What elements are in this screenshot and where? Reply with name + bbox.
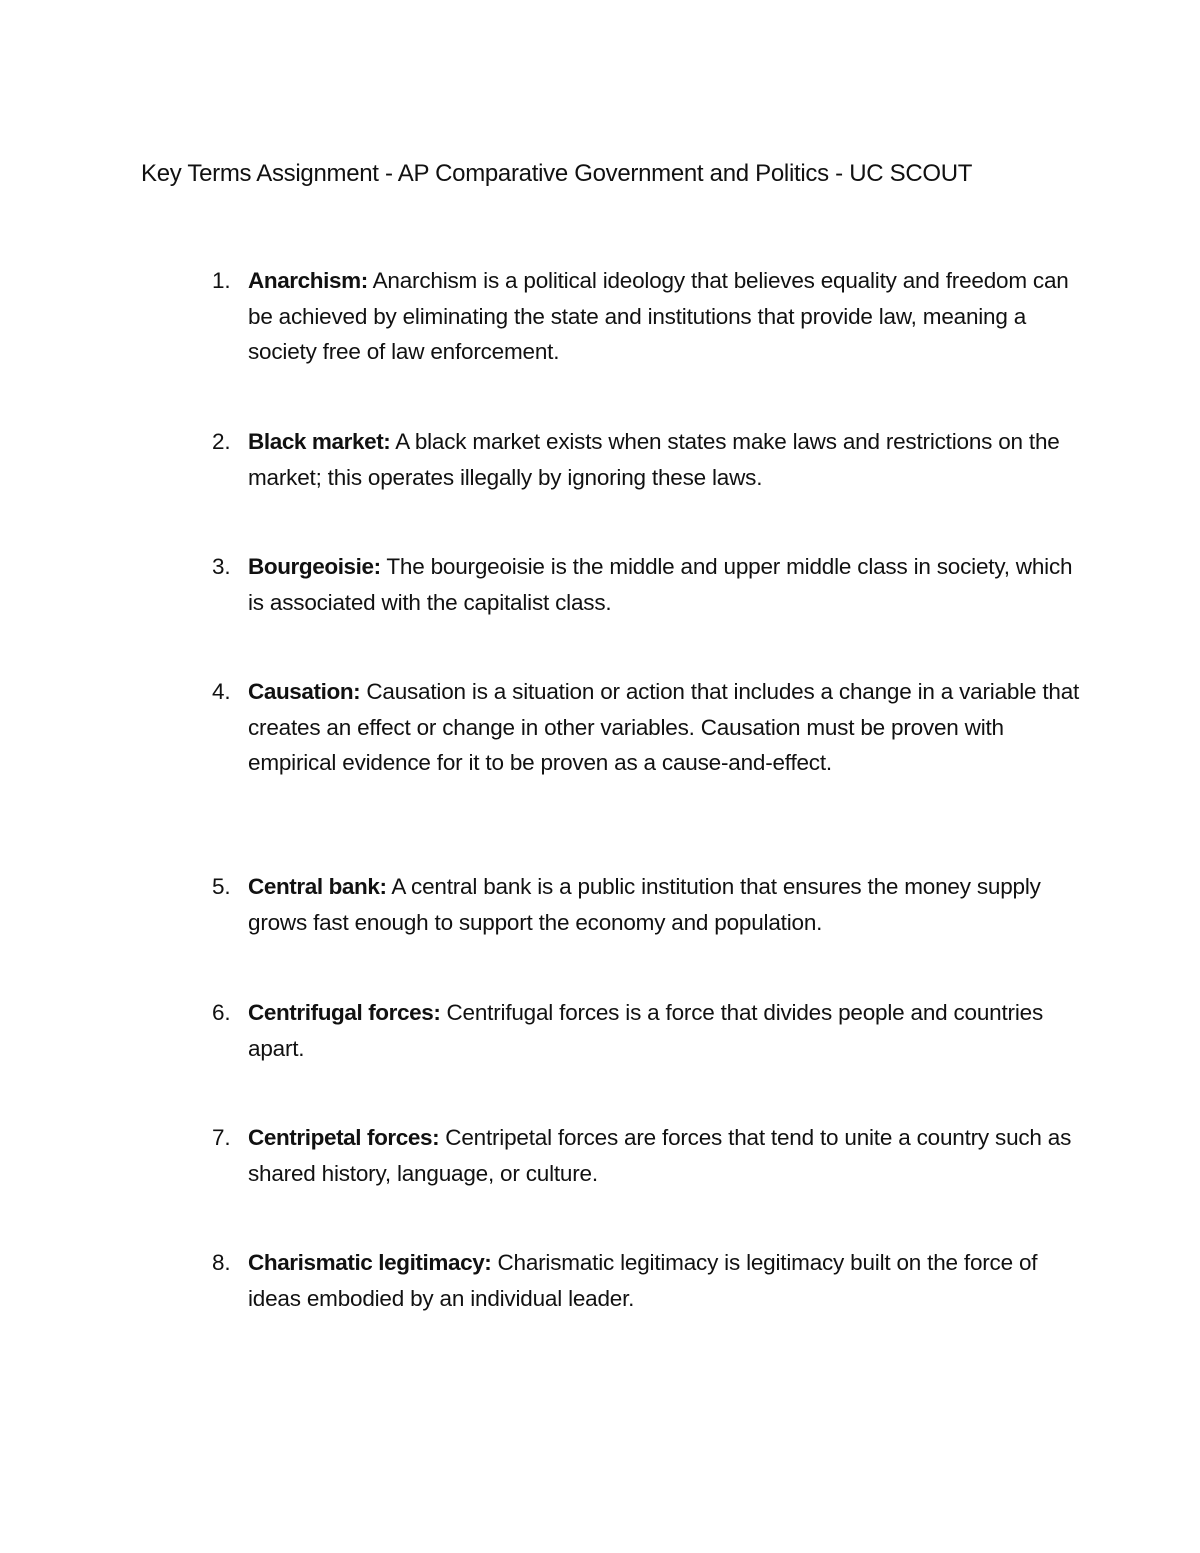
list-item <box>212 1245 1092 1316</box>
list-item-number: 8. <box>212 1250 231 1275</box>
list-item-body <box>248 1245 1092 1316</box>
term-name: Black market: <box>248 429 391 454</box>
list-item <box>212 995 1092 1066</box>
list-item-number: 4. <box>212 679 231 704</box>
term-definition: Anarchism is a political ideology that believes equality and freedom can be achieved by eliminating the state and institutions that provide law, meaning a society free of law enforcement. <box>248 268 1069 364</box>
list-item-number: 2. <box>212 429 231 454</box>
term-name: Charismatic legitimacy: <box>248 1250 492 1275</box>
term-name: Bourgeoisie: <box>248 554 381 579</box>
list-item-body <box>248 995 1092 1066</box>
list-item-number: 1. <box>212 268 231 293</box>
list-item <box>212 549 1092 620</box>
list-item-body <box>248 674 1092 781</box>
term-name: Anarchism: <box>248 268 368 293</box>
list-item-body <box>248 263 1092 370</box>
list-item <box>212 869 1092 940</box>
list-item-body <box>248 1120 1092 1191</box>
term-definition: Charismatic legitimacy is legitimacy built on the force of ideas embodied by an individual leader. <box>248 1250 1038 1311</box>
list-item-body <box>248 869 1092 940</box>
term-name: Centrifugal forces: <box>248 1000 441 1025</box>
term-definition: Causation is a situation or action that includes a change in a variable that creates an effect or change in other variables. Causation must be proven with empirical evidence for it to be proven as a cause-and-effect. <box>248 679 1080 775</box>
list-item-body <box>248 424 1092 495</box>
list-item-number: 7. <box>212 1125 231 1150</box>
term-name: Causation: <box>248 679 361 704</box>
term-name: Central bank: <box>248 874 387 899</box>
list-item-number: 5. <box>212 874 231 899</box>
list-item-number: 3. <box>212 554 231 579</box>
list-item-number: 6. <box>212 1000 231 1025</box>
list-item <box>212 674 1092 781</box>
term-definition: The bourgeoisie is the middle and upper middle class in society, which is associated with the capitalist class. <box>248 554 1073 615</box>
term-name: Centripetal forces: <box>248 1125 440 1150</box>
term-definition: Centrifugal forces is a force that divides people and countries apart. <box>248 1000 1043 1061</box>
term-definition: A black market exists when states make laws and restrictions on the market; this operates illegally by ignoring these laws. <box>248 429 1060 490</box>
list-item <box>212 1120 1092 1191</box>
list-item-body <box>248 549 1092 620</box>
list-item <box>212 424 1092 495</box>
page-title: Key Terms Assignment - AP Comparative Government and Politics - UC SCOUT <box>141 160 973 187</box>
term-definition: Centripetal forces are forces that tend to unite a country such as shared history, language, or culture. <box>248 1125 1072 1186</box>
list-item <box>212 263 1092 370</box>
term-definition: A central bank is a public institution that ensures the money supply grows fast enough to support the economy and population. <box>248 874 1041 935</box>
